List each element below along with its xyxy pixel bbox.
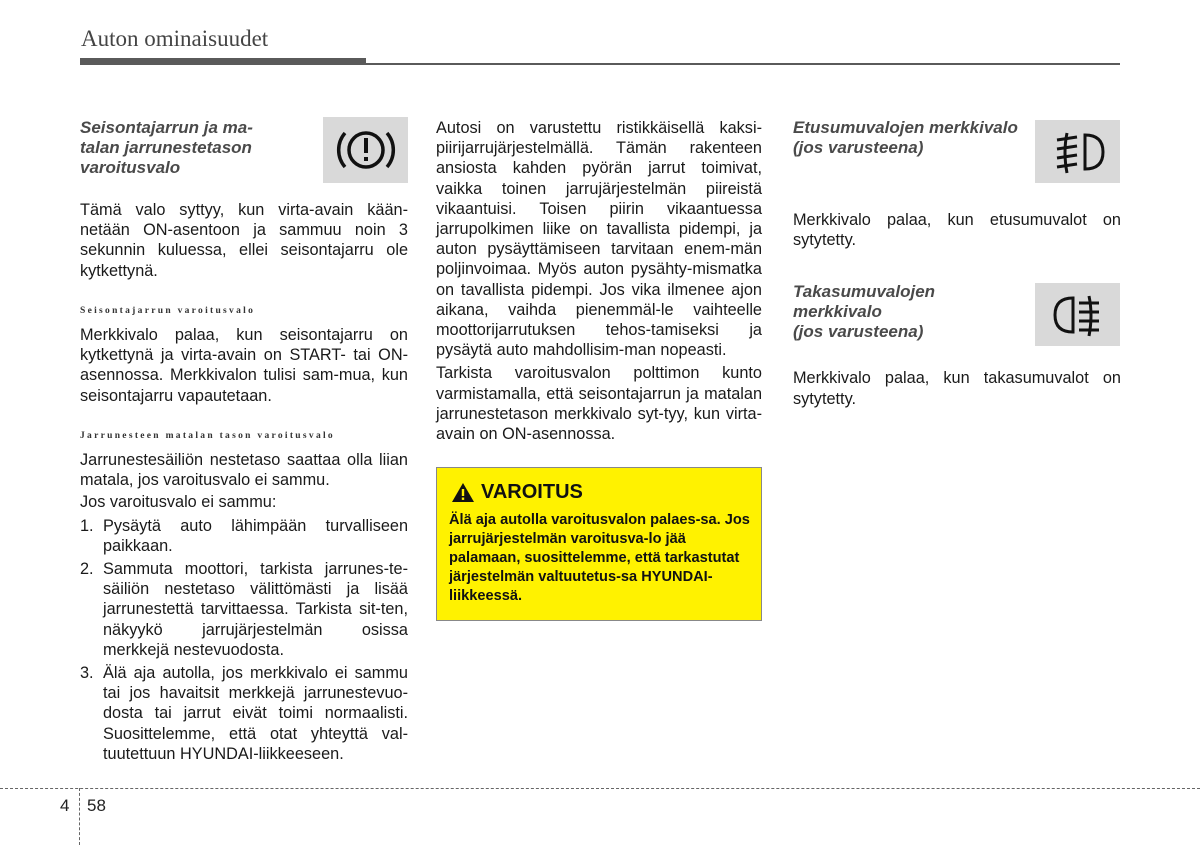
page-header-title: Auton ominaisuudet — [81, 26, 269, 51]
rear-fog-heading: Takasumuvalojen merkkivalo (jos varusteena) — [793, 282, 936, 342]
footer-divider — [79, 788, 80, 845]
rear-fog-light-icon — [1035, 283, 1120, 346]
page-number: 58 — [87, 796, 106, 815]
brake-section-heading: Seisontajarrun ja ma- talan jarrunestetason varoitusvalo — [80, 118, 253, 177]
warning-title: VAROITUS — [451, 481, 583, 504]
front-fog-heading: Etusumuvalojen merkkivalo (jos varusteena) — [793, 118, 1018, 157]
list-item: 1. Pysäytä auto lähimpään turvalliseen paikkaan. — [80, 516, 408, 555]
front-fog-text: Merkkivalo palaa, kun etusumuvalot on sytytetty. — [793, 211, 1121, 250]
header-rule-thin — [366, 63, 1120, 65]
bulb-check-text: Tarkista varoitusvalon polttimon kunto varmistamalla, että seisontajarrun ja matalan jarrunestetason merkkivalo syt-tyy, kun virta-avain on ON-asennossa. — [436, 364, 762, 444]
brake-warning-icon — [323, 117, 408, 183]
header-rule-thick — [80, 58, 366, 65]
warning-triangle-icon — [451, 482, 475, 503]
rear-fog-text: Merkkivalo palaa, kun takasumuvalot on sytytetty. — [793, 369, 1121, 408]
parking-brake-subheading: Seisontajarrun varoitusvalo — [80, 305, 256, 316]
list-item: 3. Älä aja autolla, jos merkkivalo ei sammu tai jos havaitsit merkkejä jarrunestevuo-dosta tai jarrut eivät toimi normaalisti. Suosittelemme, että otat yhteyttä val-tuutettuun HYUNDAI-liikkeeseen. — [80, 664, 408, 763]
section-number: 4 — [60, 796, 70, 815]
brake-steps-list — [80, 516, 408, 764]
brake-fluid-text-2: Jos varoitusvalo ei sammu: — [80, 493, 277, 512]
warning-text: Älä aja autolla varoitusvalon palaes-sa. Jos jarrujärjestelmän varoitusva-lo jää palamaan, suosittelemme, että tarkastutat järjestelmän valtuutetus-sa HYUNDAI-liikkeessä. — [449, 512, 750, 604]
left-column — [80, 118, 408, 764]
middle-column — [436, 118, 762, 444]
front-fog-light-icon — [1035, 120, 1120, 183]
dual-circuit-text: Autosi on varustettu ristikkäisellä kaksi-piirijarrujärjestelmällä. Tämän rakenteen ansiosta kahden pyörän jarrut toimivat, vaikka toinen jarrujärjestelmän piireistä vikaantuisi. Toisen piirin vikaantuessa jarrupolkimen liike on tavallista pidempi, ja auton pysäyttämiseen tarvitaan enem-män poljinvoimaa. Myös auton pysähty-mismatka on tavallista pidempi. Jos vika ilmenee ajon aikana, vaihda pienemmäl-le vaihteelle moottorijarrutuksen tehos-tamiseksi ja pysäytä auto mahdollisim-man nopeasti. — [436, 119, 762, 360]
brake-fluid-subheading: Jarrunesteen matalan tason varoitusvalo — [80, 430, 335, 441]
brake-intro-text: Tämä valo syttyy, kun virta-avain kään-netään ON-asentoon ja sammuu noin 3 sekunnin kuluessa, ellei seisontajarru ole kytkettynä. — [80, 201, 408, 280]
parking-brake-text: Merkkivalo palaa, kun seisontajarru on kytkettynä ja virta-avain on START- tai ON-asennossa. Merkkivalon tulisi sam-mua, kun seisontajarru vapautetaan. — [80, 326, 408, 405]
brake-fluid-text: Jarrunestesäiliön nestetaso saattaa olla liian matala, jos varoitusvalo ei sammu. — [80, 451, 408, 490]
list-item: 2. Sammuta moottori, tarkista jarrunes-te-säiliön nestetaso välittömästi ja lisää jarrunestettä tarvittaessa. Tarkista sit-ten, näkyykö jarrujärjestelmän osissa merkkejä nestevuodosta. — [80, 560, 408, 659]
warning-box — [436, 467, 762, 621]
footer-rule — [0, 788, 1200, 789]
